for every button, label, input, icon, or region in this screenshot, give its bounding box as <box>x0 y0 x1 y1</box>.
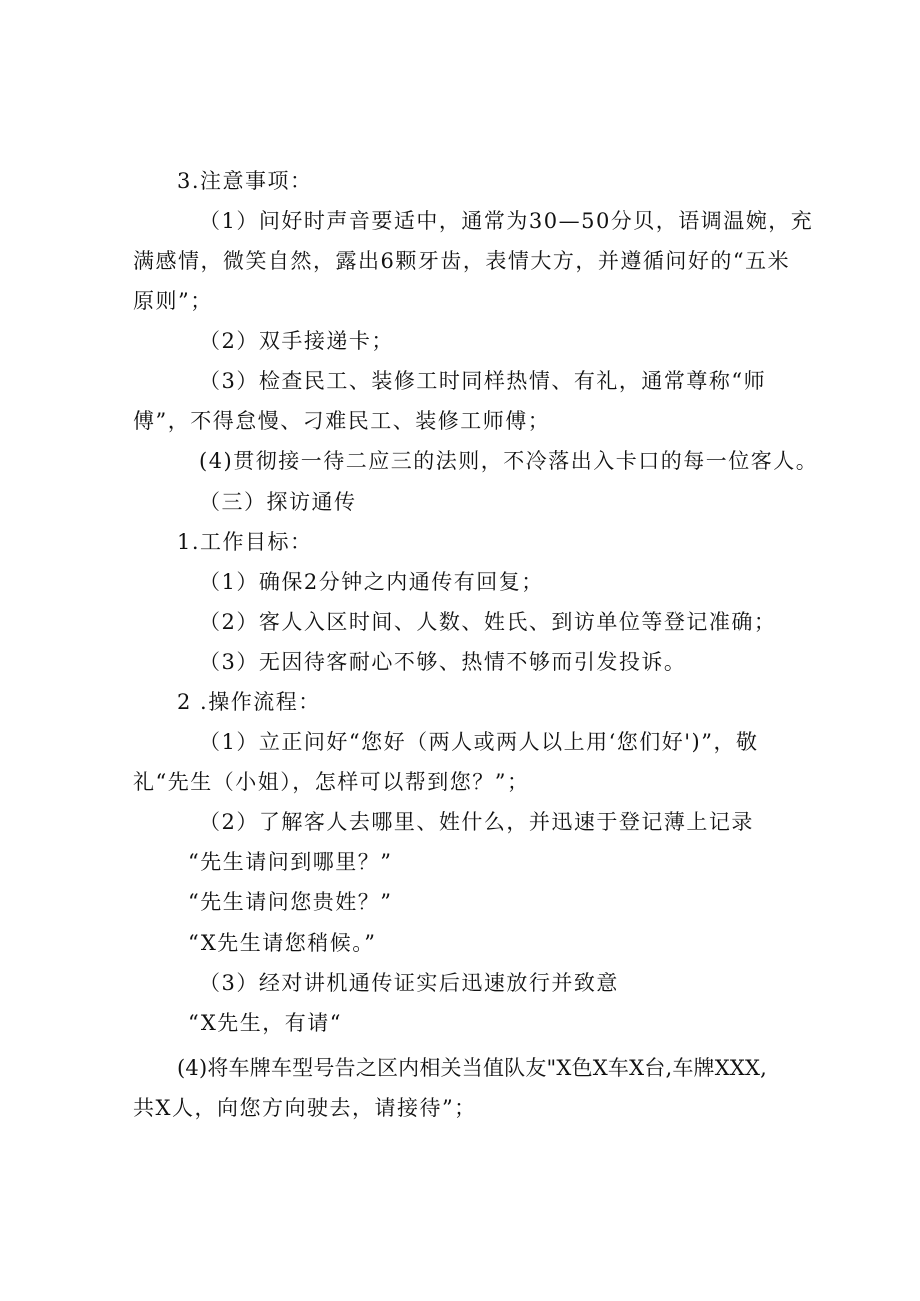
section-heading-process: 2 .操作流程： <box>177 690 321 714</box>
quote-line: “先生请问您贵姓？” <box>188 890 393 914</box>
quote-line: “先生请问到哪里？” <box>188 850 393 874</box>
paragraph-line: (4)将车牌车型号告之区内相关当值队友"X色X车X台,车牌XXX, <box>177 1056 768 1080</box>
quote-line: “X先生，有请“ <box>188 1011 343 1035</box>
paragraph-line: (4)贯彻接一待二应三的法则，不冷落出入卡口的每一位客人。 <box>199 449 819 473</box>
paragraph-line: 共X人，向您方向驶去，请接待”； <box>133 1096 477 1120</box>
paragraph-line: 礼“先生（小姐），怎样可以帮到您？”； <box>133 770 530 794</box>
paragraph-line: 傅”，不得怠慢、刁难民工、装修工师傅； <box>133 409 551 433</box>
paragraph-line: （1）立正问好“您好（两人或两人以上用‘您们好')”，敬 <box>199 730 759 754</box>
paragraph-line: 满感情，微笑自然，露出6颗牙齿，表情大方，并遵循问好的“五米 <box>133 249 791 273</box>
paragraph-line: （1）确保2分钟之内通传有回复； <box>199 570 544 594</box>
paragraph-line: （3）无因待客耐心不够、热情不够而引发投诉。 <box>199 650 687 674</box>
paragraph-line: 原则”； <box>133 289 213 313</box>
paragraph-line: （3）检查民工、装修工时同样热情、有礼，通常尊称“师 <box>199 369 767 393</box>
paragraph-line: （3）经对讲机通传证实后迅速放行并致意 <box>199 971 619 995</box>
paragraph-line: （2）客人入区时间、人数、姓氏、到访单位等登记准确； <box>199 610 777 634</box>
paragraph-line: （2）双手接递卡； <box>199 329 394 353</box>
quote-line: “X先生请您稍候。” <box>188 931 377 955</box>
paragraph-line: （1）问好时声音要适中，通常为30—50分贝，语调温婉，充 <box>199 209 814 233</box>
section-heading-goals: 1.工作目标： <box>177 530 313 554</box>
paragraph-line: （2）了解客人去哪里、姓什么，并迅速于登记薄上记录 <box>199 810 754 834</box>
section-heading-visit: （三）探访通传 <box>199 490 357 514</box>
section-heading-notes: 3.注意事项： <box>177 169 313 193</box>
